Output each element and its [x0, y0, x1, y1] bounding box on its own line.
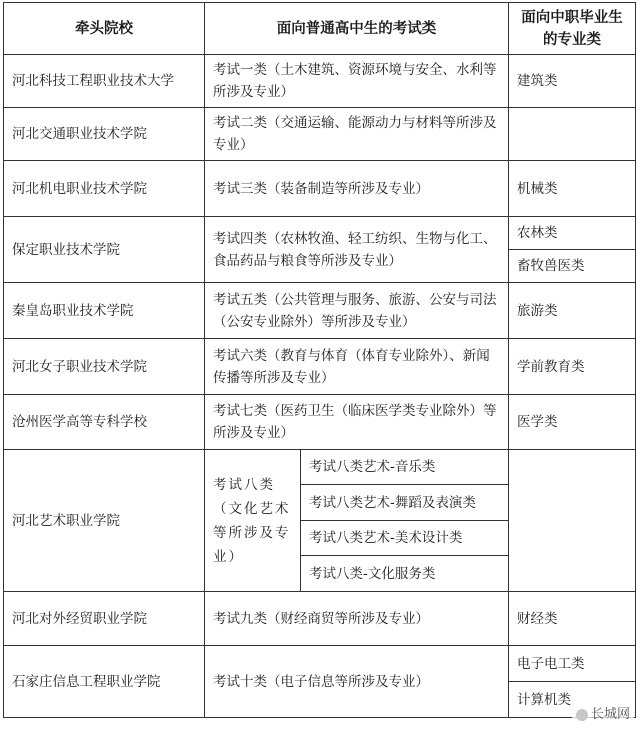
exam-category-table [3, 2, 636, 718]
exam-category-cell: 考试七类（医药卫生（临床医学类专业除外）等所涉及专业） [205, 395, 509, 450]
major-cell: 机械类 [509, 161, 636, 217]
school-cell: 石家庄信息工程职业学院 [4, 646, 205, 718]
exam-category-cell: 考试一类（土木建筑、资源环境与安全、水利等所涉及专业） [205, 55, 509, 108]
major-cell: 旅游类 [509, 283, 636, 339]
major-cell: 农林类 [509, 217, 636, 250]
school-cell: 河北交通职业技术学院 [4, 108, 205, 161]
school-cell: 河北机电职业技术学院 [4, 161, 205, 217]
exam-category-cell: 考试六类（教育与体育（体育专业除外）、新闻传播等所涉及专业） [205, 339, 509, 395]
sub-category-cell: 考试八类艺术-美术设计类 [301, 521, 509, 556]
header-major: 面向中职毕业生的专业类 [509, 3, 636, 55]
exam-category-cell: 考试四类（农林牧渔、轻工纺织、生物与化工、食品药品与粮食等所涉及专业） [205, 217, 509, 283]
school-cell: 河北科技工程职业技术大学 [4, 55, 205, 108]
major-cell: 学前教育类 [509, 339, 636, 395]
major-cell: 财经类 [509, 592, 636, 646]
school-cell: 河北对外经贸职业学院 [4, 592, 205, 646]
watermark [572, 702, 634, 723]
watermark-logo-icon [576, 709, 588, 721]
header-exam: 面向普通高中生的考试类 [205, 3, 509, 55]
sub-category-cell: 考试八类-文化服务类 [301, 556, 509, 592]
watermark-text: 长城网 [590, 707, 630, 722]
exam-category-cell: 考试五类（公共管理与服务、旅游、公安与司法（公安专业除外）等所涉及专业） [205, 283, 509, 339]
school-cell: 河北女子职业技术学院 [4, 339, 205, 395]
school-cell: 河北艺术职业学院 [4, 450, 205, 592]
major-cell: 建筑类 [509, 55, 636, 108]
exam-category-cell: 考试九类（财经商贸等所涉及专业） [205, 592, 509, 646]
header-school: 牵头院校 [4, 3, 205, 55]
exam-category-cell: 考试二类（交通运输、能源动力与材料等所涉及专业） [205, 108, 509, 161]
sub-category-cell: 考试八类艺术-音乐类 [301, 450, 509, 485]
major-cell: 电子电工类 [509, 646, 636, 682]
exam-category-cell: 考试八类（文化艺术等所涉及专业） [205, 450, 301, 592]
major-cell: 计算机类 [509, 682, 636, 718]
major-cell: 医学类 [509, 395, 636, 450]
major-cell [509, 450, 636, 592]
major-cell [509, 108, 636, 161]
major-cell: 畜牧兽医类 [509, 250, 636, 283]
exam-category-cell: 考试十类（电子信息等所涉及专业） [205, 646, 509, 718]
school-cell: 秦皇岛职业技术学院 [4, 283, 205, 339]
school-cell: 沧州医学高等专科学校 [4, 395, 205, 450]
exam-category-cell: 考试三类（装备制造等所涉及专业） [205, 161, 509, 217]
school-cell: 保定职业技术学院 [4, 217, 205, 283]
sub-category-cell: 考试八类艺术-舞蹈及表演类 [301, 485, 509, 521]
